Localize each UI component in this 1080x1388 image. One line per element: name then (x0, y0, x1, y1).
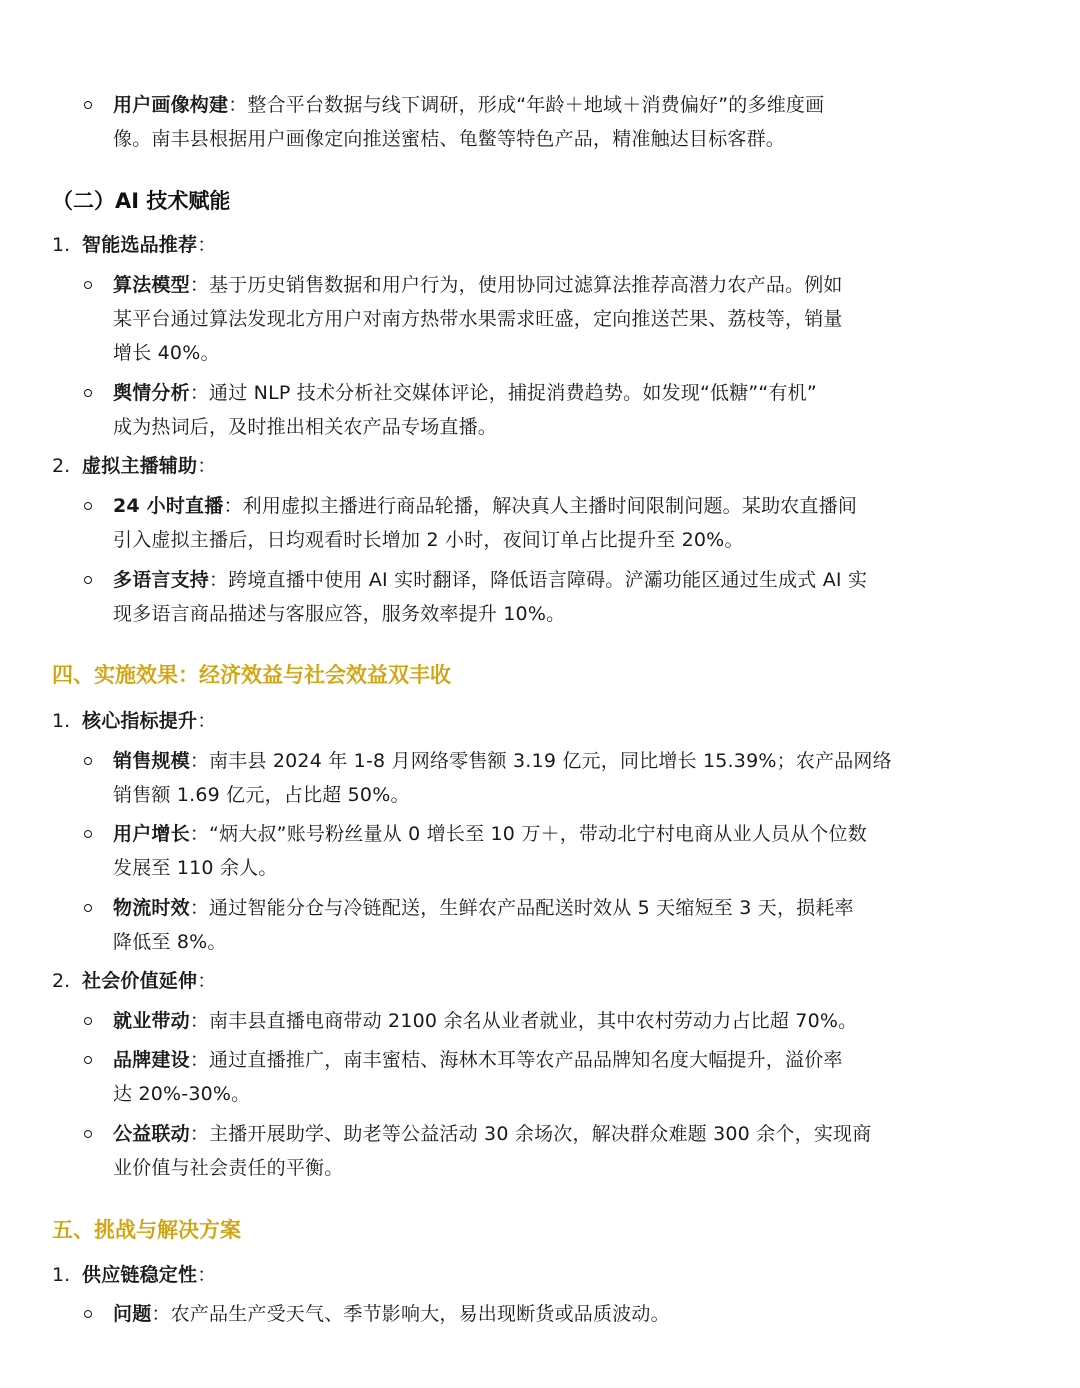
bullet-text: ：基于历史销售数据和用户行为，使用协同过滤算法推荐高潜力农产品。例如 (189, 274, 843, 296)
bullet-text-line: 增长 40%。 (113, 342, 220, 364)
colon: ： (197, 710, 217, 732)
bullet-label: 用户画像构建 (113, 94, 229, 116)
list-item-title-line (82, 966, 216, 996)
bullet-text-line (113, 1119, 871, 1149)
bullet-text-line: 现多语言商品描述与客服应答，服务效率提升 10%。 (113, 603, 566, 625)
list-item-title: 智能选品推荐 (82, 234, 198, 256)
list-item-title-line (82, 1260, 216, 1290)
bullet-marker (84, 101, 92, 109)
section-heading: 四、实施效果：经济效益与社会效益双丰收 (52, 663, 451, 687)
bullet-marker (84, 1130, 92, 1138)
bullet-label: 舆情分析 (113, 382, 190, 404)
bullet-text: ：“炳大叔”账号粉丝量从 0 增长至 10 万＋，带动北宁村电商从业人员从个位数 (189, 823, 867, 845)
list-number: 2. (52, 455, 71, 477)
bullet-marker (84, 389, 92, 397)
bullet-label: 24 小时直播 (113, 495, 224, 517)
bullet-text-line: 发展至 110 余人。 (113, 857, 278, 879)
bullet-label: 就业带动 (113, 1010, 190, 1032)
bullet-marker (84, 281, 92, 289)
bullet-marker (84, 1056, 92, 1064)
list-number: 2. (52, 970, 71, 992)
colon: ： (197, 1264, 217, 1286)
bullet-text-line: 像。南丰县根据用户画像定向推送蜜桔、龟鳖等特色产品，精准触达目标客群。 (113, 128, 786, 150)
bullet-text: ：整合平台数据与线下调研，形成“年龄＋地域＋消费偏好”的多维度画 (228, 94, 825, 116)
list-item-title: 供应链稳定性 (82, 1264, 198, 1286)
bullet-text: ：南丰县直播电商带动 2100 余名从业者就业，其中农村劳动力占比超 70%。 (189, 1010, 858, 1032)
bullet-text-line (113, 270, 843, 300)
list-item-title-line (82, 451, 216, 481)
bullet-text-line (113, 565, 867, 595)
section-heading: （二）AI 技术赋能 (52, 189, 231, 213)
colon: ： (197, 970, 217, 992)
list-item-title: 虚拟主播辅助 (82, 455, 198, 477)
bullet-text-line (113, 90, 824, 120)
bullet-label: 公益联动 (113, 1123, 190, 1145)
bullet-text-line: 降低至 8%。 (113, 931, 227, 953)
bullet-text: ：利用虚拟主播进行商品轮播，解决真人主播时间限制问题。某助农直播间 (223, 495, 858, 517)
bullet-text-line (113, 491, 857, 521)
bullet-text-line (113, 746, 892, 776)
bullet-marker (84, 1017, 92, 1025)
list-item-title: 社会价值延伸 (82, 970, 198, 992)
bullet-text-line: 达 20%-30%。 (113, 1083, 251, 1105)
bullet-text-line (113, 1299, 670, 1329)
bullet-text-line (113, 1006, 857, 1036)
bullet-marker (84, 502, 92, 510)
bullet-text: ：主播开展助学、助老等公益活动 30 余场次，解决群众难题 300 余个，实现商 (189, 1123, 872, 1145)
bullet-marker (84, 576, 92, 584)
bullet-label: 销售规模 (113, 750, 190, 772)
bullet-text-line: 某平台通过算法发现北方用户对南方热带水果需求旺盛，定向推送芒果、荔枝等，销量 (113, 308, 843, 330)
bullet-text: ：通过智能分仓与冷链配送，生鲜农产品配送时效从 5 天缩短至 3 天，损耗率 (189, 897, 854, 919)
colon: ： (197, 455, 217, 477)
bullet-text: ：通过直播推广，南丰蜜桔、海林木耳等农产品品牌知名度大幅提升，溢价率 (189, 1049, 843, 1071)
bullet-label: 品牌建设 (113, 1049, 190, 1071)
bullet-text-line: 业价值与社会责任的平衡。 (113, 1157, 344, 1179)
list-number: 1. (52, 710, 71, 732)
bullet-label: 多语言支持 (113, 569, 210, 591)
bullet-text-line (113, 893, 854, 923)
bullet-text: ：南丰县 2024 年 1-8 月网络零售额 3.19 亿元，同比增长 15.39%；农产品网络 (189, 750, 892, 772)
bullet-marker (84, 904, 92, 912)
colon: ： (197, 234, 217, 256)
bullet-marker (84, 1310, 92, 1318)
list-item-title-line (82, 230, 216, 260)
bullet-marker (84, 757, 92, 765)
bullet-text-line: 引入虚拟主播后，日均观看时长增加 2 小时，夜间订单占比提升至 20%。 (113, 529, 744, 551)
bullet-text-line (113, 819, 867, 849)
bullet-text-line: 销售额 1.69 亿元，占比超 50%。 (113, 784, 410, 806)
list-item-title: 核心指标提升 (82, 710, 198, 732)
bullet-text-line (113, 1045, 843, 1075)
bullet-text: ：跨境直播中使用 AI 实时翻译，降低语言障碍。浐灞功能区通过生成式 AI 实 (209, 569, 868, 591)
bullet-text-line: 成为热词后，及时推出相关农产品专场直播。 (113, 416, 498, 438)
bullet-label: 用户增长 (113, 823, 190, 845)
bullet-label: 算法模型 (113, 274, 190, 296)
list-number: 1. (52, 1264, 71, 1286)
bullet-label: 物流时效 (113, 897, 190, 919)
bullet-marker (84, 830, 92, 838)
section-heading: 五、挑战与解决方案 (52, 1218, 241, 1242)
bullet-text: ：农产品生产受天气、季节影响大，易出现断货或品质波动。 (151, 1303, 670, 1325)
bullet-label: 问题 (113, 1303, 152, 1325)
bullet-text: ：通过 NLP 技术分析社交媒体评论，捕捉消费趋势。如发现“低糖”“有机” (189, 382, 817, 404)
bullet-text-line (113, 378, 817, 408)
list-number: 1. (52, 234, 71, 256)
list-item-title-line (82, 706, 216, 736)
